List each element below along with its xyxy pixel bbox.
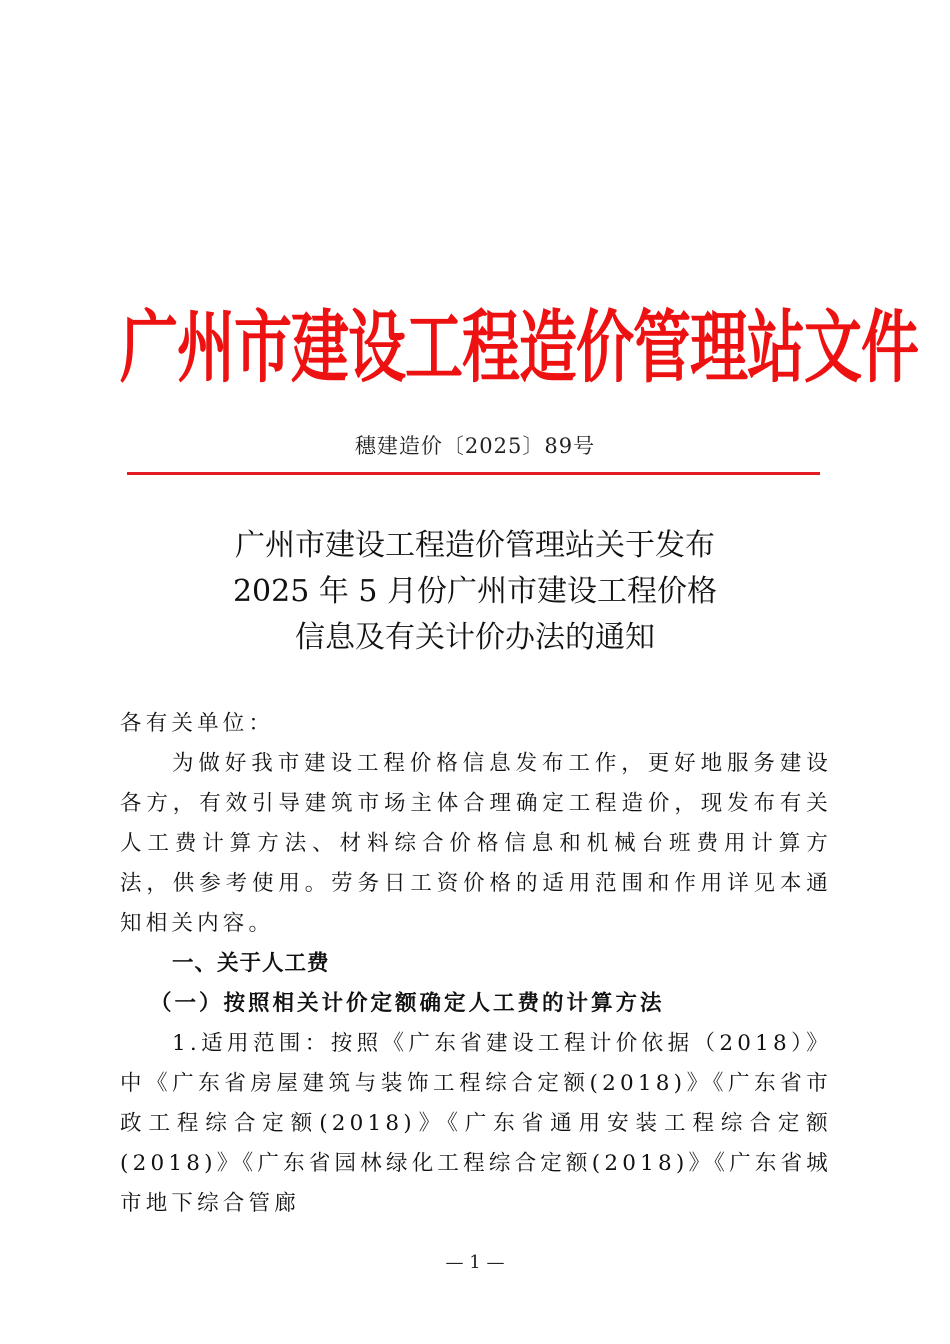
item-1-scope-paragraph: 1.适用范围：按照《广东省建设工程计价依据（2018）》中《广东省房屋建筑与装饰工程综合定额(2018)》《广东省市政工程综合定额(2018)》《广东省通用安装工程综合定额(2018)》《广东省园林绿化工程综合定额(2018)》《广东省城市地下综合管廊 (120, 1031, 832, 1216)
document-number: 穗建造价〔2025〕89号 (354, 434, 596, 458)
notice-title (0, 523, 950, 661)
section-heading-labor-cost: 一、关于人工费 (172, 951, 330, 976)
issuer-red-header: 广州市建设工程造价管理站文件 (120, 301, 919, 394)
title-line-2: 2025 年 5 月份广州市建设工程价格 (232, 574, 718, 609)
page-number: — 1 — (445, 1252, 505, 1273)
title-line-1: 广州市建设工程造价管理站关于发布 (235, 528, 715, 563)
subsection-heading-calculation-method: （一）按照相关计价定额确定人工费的计算方法 (150, 991, 665, 1016)
intro-paragraph: 为做好我市建设工程价格信息发布工作，更好地服务建设各方，有效引导建筑市场主体合理确定工程造价，现发布有关人工费计算方法、材料综合价格信息和机械台班费用计算方法，供参考使用。劳务日工资价格的适用范围和作用详见本通知相关内容。 (120, 751, 832, 936)
red-divider-line (127, 472, 820, 475)
title-line-3: 信息及有关计价办法的通知 (295, 620, 655, 655)
document-body (120, 704, 832, 1224)
salutation: 各有关单位： (120, 711, 275, 736)
